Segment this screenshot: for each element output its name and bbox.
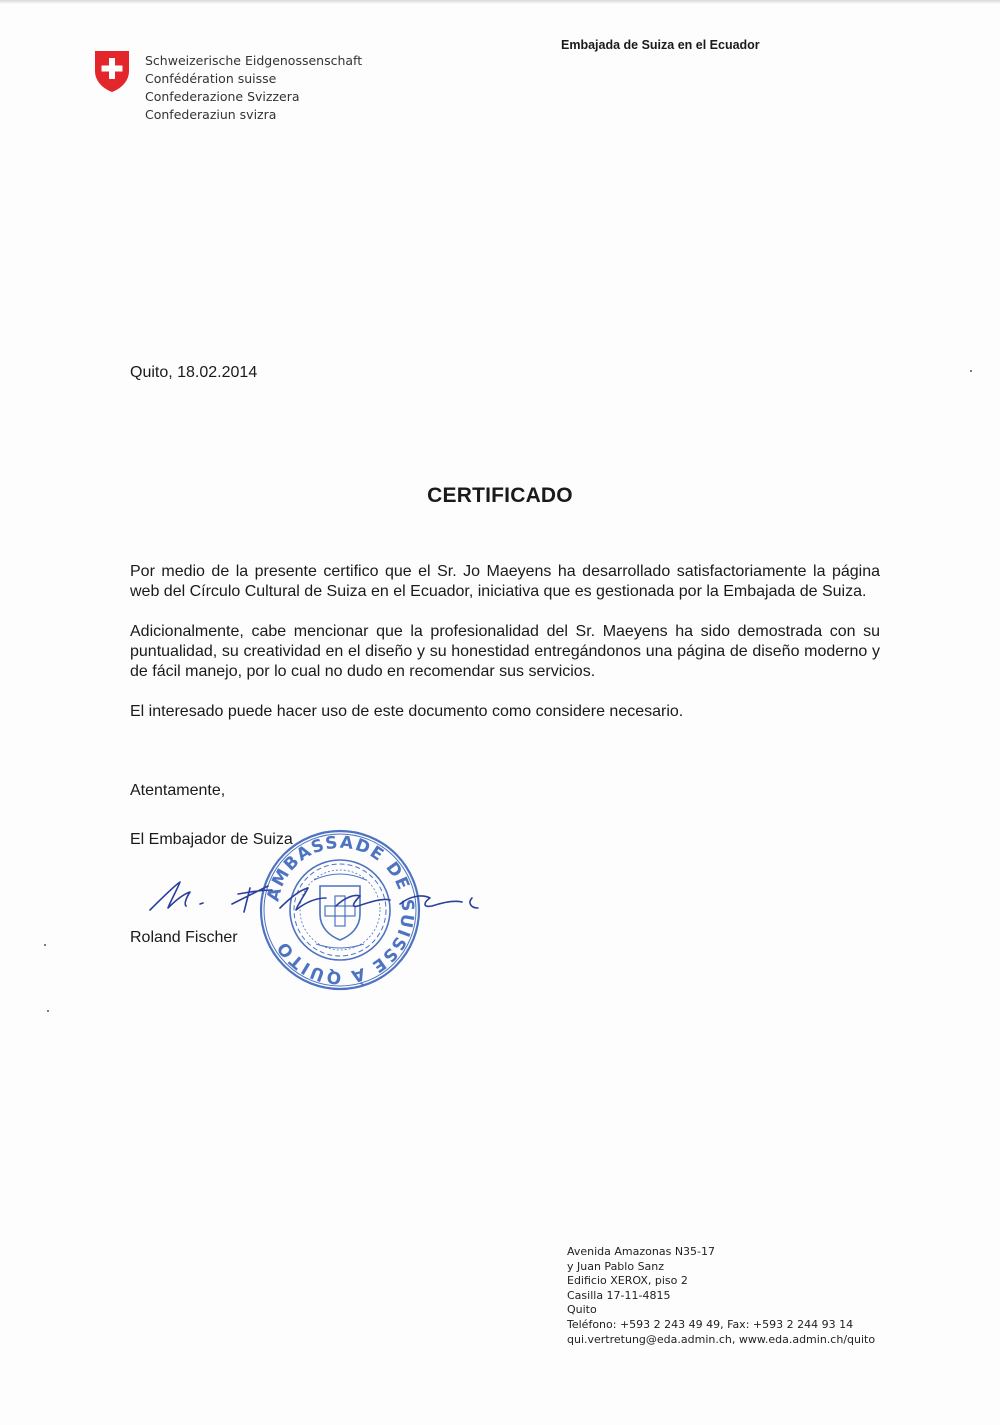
paragraph-2: Adicionalmente, cabe mencionar que la profesionalidad del Sr. Maeyens ha sido demostrada con su puntualidad, su creatividad en el diseño y su honestidad entregándonos una página de diseño moderno y de fácil manejo, por lo cual no dudo en recomendar sus servicios. [130, 623, 880, 680]
signer-title: El Embajador de Suiza [130, 831, 293, 848]
scan-edge [0, 0, 1000, 4]
scan-speck [44, 944, 46, 946]
swiss-shield-icon [93, 49, 131, 93]
scan-speck [47, 1010, 49, 1012]
confederation-names [145, 52, 362, 124]
address-street: Avenida Amazonas N35-17 [567, 1245, 716, 1258]
closing-salutation: Atentamente, [130, 782, 226, 799]
address-po-box: Casilla 17-11-4815 [567, 1288, 671, 1302]
confederation-line-it: Confederazione Svizzera [145, 89, 300, 104]
confederation-line-de: Schweizerische Eidgenossenschaft [145, 53, 363, 68]
paragraph-1: Por medio de la presente certifico que el Sr. Jo Maeyens ha desarrollado satisfactoriamente la página web del Círculo Cultural de Suiza en el Ecuador, iniciativa que es gestionada por la Embajada de Suiza. [130, 563, 880, 600]
handwritten-signature [140, 868, 500, 928]
address-email-web: qui.vertretung@eda.admin.ch, www.eda.admin.ch/quito [567, 1332, 876, 1346]
place-date: Quito, 18.02.2014 [130, 364, 258, 381]
scan-speck [970, 370, 972, 372]
document-title: CERTIFICADO [427, 484, 573, 507]
address-building: Edificio XEROX, piso 2 [567, 1274, 688, 1288]
letter-body [130, 562, 880, 742]
embassy-address [567, 1245, 875, 1347]
signer-name: Roland Fischer [130, 929, 238, 946]
paragraph-3: El interesado puede hacer uso de este documento como considere necesario. [130, 703, 684, 720]
address-phone-fax: Teléfono: +593 2 243 49 49, Fax: +593 2 244 93 14 [567, 1317, 854, 1331]
address-cross-street: y Juan Pablo Sanz [567, 1259, 665, 1273]
confederation-line-rm: Confederaziun svizra [145, 107, 277, 122]
confederation-line-fr: Confédération suisse [145, 71, 277, 86]
seal-text: AMBASSADE DE SUISSE À QUITO [263, 832, 418, 988]
embassy-name: Embajada de Suiza en el Ecuador [561, 38, 760, 52]
address-city: Quito [567, 1303, 597, 1317]
